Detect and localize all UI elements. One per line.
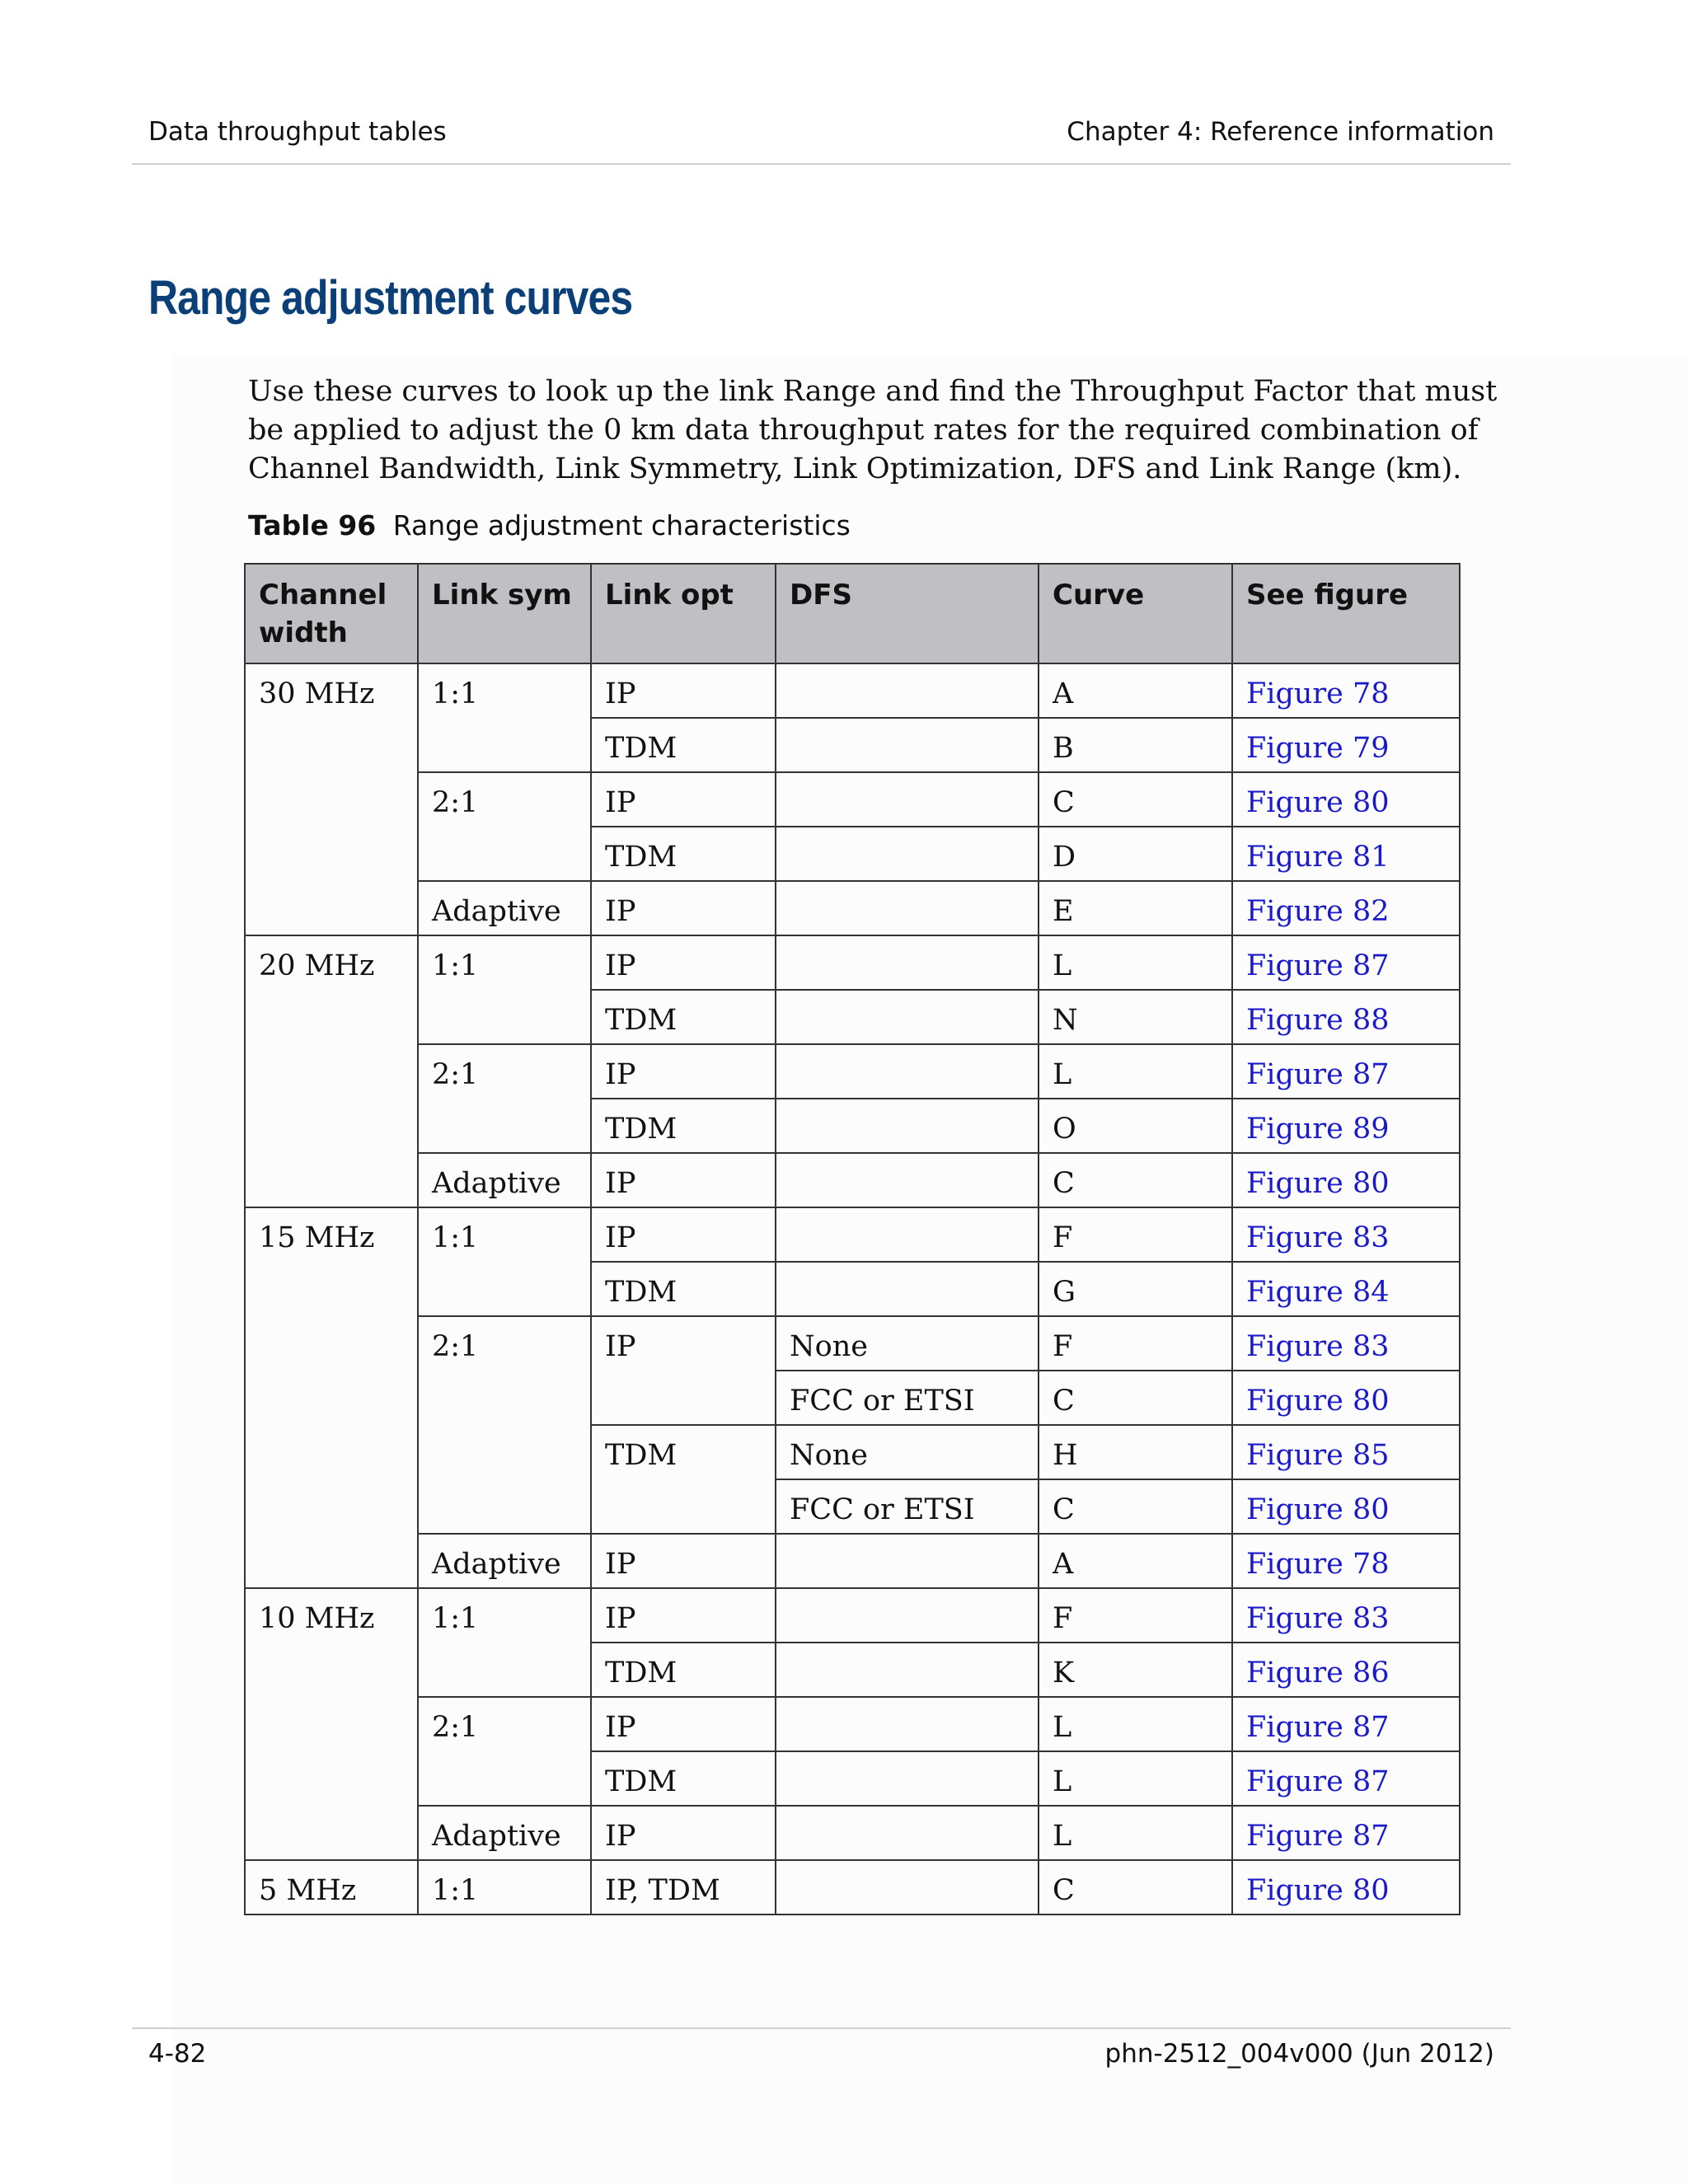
dfs-cell bbox=[776, 1860, 1039, 1915]
figure-link[interactable]: Figure 82 bbox=[1232, 881, 1460, 935]
dfs-cell bbox=[776, 1751, 1039, 1806]
link-opt-cell: IP bbox=[591, 1207, 776, 1262]
channel-width-cell: 15 MHz bbox=[245, 1207, 418, 1588]
table-row bbox=[245, 1207, 1460, 1262]
dfs-cell bbox=[776, 1588, 1039, 1643]
curve-cell: C bbox=[1039, 1153, 1232, 1207]
link-opt-cell: TDM bbox=[591, 1425, 776, 1534]
col-header-curve: Curve bbox=[1039, 564, 1232, 663]
figure-link[interactable]: Figure 87 bbox=[1232, 1044, 1460, 1099]
link-opt-cell: TDM bbox=[591, 990, 776, 1044]
link-opt-cell: TDM bbox=[591, 827, 776, 881]
running-footer bbox=[132, 2027, 1511, 2069]
dfs-cell bbox=[776, 1806, 1039, 1860]
table-row bbox=[245, 1588, 1460, 1643]
link-opt-cell: IP bbox=[591, 935, 776, 990]
figure-link[interactable]: Figure 78 bbox=[1232, 1534, 1460, 1588]
figure-link[interactable]: Figure 89 bbox=[1232, 1099, 1460, 1153]
link-opt-cell: TDM bbox=[591, 1751, 776, 1806]
curve-cell: C bbox=[1039, 1371, 1232, 1425]
dfs-cell bbox=[776, 663, 1039, 718]
link-opt-cell: TDM bbox=[591, 1643, 776, 1697]
figure-link[interactable]: Figure 80 bbox=[1232, 772, 1460, 827]
table-row bbox=[245, 1534, 1460, 1588]
dfs-cell bbox=[776, 1153, 1039, 1207]
link-opt-cell: IP bbox=[591, 881, 776, 935]
link-sym-cell: 2:1 bbox=[418, 772, 591, 881]
figure-link[interactable]: Figure 80 bbox=[1232, 1860, 1460, 1915]
link-opt-cell: IP bbox=[591, 1534, 776, 1588]
figure-link[interactable]: Figure 83 bbox=[1232, 1316, 1460, 1371]
table-row bbox=[245, 881, 1460, 935]
page-title: Range adjustment curves bbox=[148, 271, 633, 325]
table-row bbox=[245, 1044, 1460, 1099]
table-row bbox=[245, 935, 1460, 990]
link-opt-cell: IP bbox=[591, 1316, 776, 1425]
header-section: Data throughput tables bbox=[148, 117, 447, 147]
curve-cell: F bbox=[1039, 1316, 1232, 1371]
link-opt-cell: TDM bbox=[591, 1262, 776, 1316]
link-sym-cell: 1:1 bbox=[418, 1860, 591, 1915]
link-sym-cell: 1:1 bbox=[418, 935, 591, 1044]
dfs-cell bbox=[776, 772, 1039, 827]
curve-cell: C bbox=[1039, 772, 1232, 827]
curve-cell: O bbox=[1039, 1099, 1232, 1153]
table-caption-text: Range adjustment characteristics bbox=[392, 509, 851, 541]
table-row bbox=[245, 1860, 1460, 1915]
curve-cell: L bbox=[1039, 1697, 1232, 1751]
col-header-link-opt: Link opt bbox=[591, 564, 776, 663]
curve-cell: F bbox=[1039, 1588, 1232, 1643]
channel-width-cell: 30 MHz bbox=[245, 663, 418, 935]
curve-cell: H bbox=[1039, 1425, 1232, 1479]
table-row bbox=[245, 772, 1460, 827]
intro-paragraph: Use these curves to look up the link Range and find the Throughput Factor that must be applied to adjust the 0 km data throughput rates for the required combination of Channel Bandwidth, Link Symmetry, Link Optimization, DFS and Link Range (km). bbox=[248, 375, 1498, 485]
col-header-see-figure: See figure bbox=[1232, 564, 1460, 663]
curve-cell: E bbox=[1039, 881, 1232, 935]
link-sym-cell: 2:1 bbox=[418, 1044, 591, 1153]
link-sym-cell: Adaptive bbox=[418, 1534, 591, 1588]
figure-link[interactable]: Figure 87 bbox=[1232, 1751, 1460, 1806]
link-opt-cell: TDM bbox=[591, 1099, 776, 1153]
link-sym-cell: Adaptive bbox=[418, 881, 591, 935]
col-header-channel-width: Channel width bbox=[245, 564, 418, 663]
dfs-cell bbox=[776, 990, 1039, 1044]
col-header-dfs: DFS bbox=[776, 564, 1039, 663]
dfs-cell bbox=[776, 1534, 1039, 1588]
dfs-cell: None bbox=[776, 1425, 1039, 1479]
figure-link[interactable]: Figure 84 bbox=[1232, 1262, 1460, 1316]
link-sym-cell: 1:1 bbox=[418, 1207, 591, 1316]
figure-link[interactable]: Figure 87 bbox=[1232, 1806, 1460, 1860]
figure-link[interactable]: Figure 80 bbox=[1232, 1479, 1460, 1534]
table-header-row bbox=[245, 564, 1460, 663]
curve-cell: F bbox=[1039, 1207, 1232, 1262]
curve-cell: L bbox=[1039, 1806, 1232, 1860]
page-number: 4-82 bbox=[148, 2039, 207, 2069]
link-opt-cell: IP bbox=[591, 1806, 776, 1860]
table-row bbox=[245, 1806, 1460, 1860]
figure-link[interactable]: Figure 78 bbox=[1232, 663, 1460, 718]
dfs-cell bbox=[776, 1643, 1039, 1697]
link-opt-cell: IP bbox=[591, 772, 776, 827]
dfs-cell bbox=[776, 1099, 1039, 1153]
figure-link[interactable]: Figure 83 bbox=[1232, 1207, 1460, 1262]
link-opt-cell: IP bbox=[591, 1588, 776, 1643]
link-opt-cell: TDM bbox=[591, 718, 776, 772]
curve-cell: B bbox=[1039, 718, 1232, 772]
figure-link[interactable]: Figure 79 bbox=[1232, 718, 1460, 772]
curve-cell: L bbox=[1039, 1044, 1232, 1099]
figure-link[interactable]: Figure 88 bbox=[1232, 990, 1460, 1044]
curve-cell: L bbox=[1039, 1751, 1232, 1806]
header-chapter: Chapter 4: Reference information bbox=[1067, 117, 1494, 147]
table-caption bbox=[248, 509, 851, 541]
curve-cell: K bbox=[1039, 1643, 1232, 1697]
figure-link[interactable]: Figure 81 bbox=[1232, 827, 1460, 881]
link-opt-cell: IP bbox=[591, 1153, 776, 1207]
dfs-cell: FCC or ETSI bbox=[776, 1479, 1039, 1534]
dfs-cell: FCC or ETSI bbox=[776, 1371, 1039, 1425]
dfs-cell bbox=[776, 935, 1039, 990]
dfs-cell bbox=[776, 827, 1039, 881]
table-row bbox=[245, 663, 1460, 718]
table-row bbox=[245, 1697, 1460, 1751]
link-sym-cell: Adaptive bbox=[418, 1806, 591, 1860]
col-header-link-sym: Link sym bbox=[418, 564, 591, 663]
link-opt-cell: IP bbox=[591, 1044, 776, 1099]
link-opt-cell: IP bbox=[591, 663, 776, 718]
dfs-cell bbox=[776, 1207, 1039, 1262]
curve-cell: L bbox=[1039, 935, 1232, 990]
figure-link[interactable]: Figure 87 bbox=[1232, 1697, 1460, 1751]
figure-link[interactable]: Figure 86 bbox=[1232, 1643, 1460, 1697]
channel-width-cell: 20 MHz bbox=[245, 935, 418, 1207]
link-sym-cell: 1:1 bbox=[418, 1588, 591, 1697]
curve-cell: A bbox=[1039, 663, 1232, 718]
table-number: Table 96 bbox=[248, 509, 377, 541]
channel-width-cell: 10 MHz bbox=[245, 1588, 418, 1860]
table-row bbox=[245, 1153, 1460, 1207]
curve-cell: A bbox=[1039, 1534, 1232, 1588]
document-reference: phn-2512_004v000 (Jun 2012) bbox=[1104, 2039, 1494, 2069]
link-sym-cell: 2:1 bbox=[418, 1697, 591, 1806]
figure-link[interactable]: Figure 85 bbox=[1232, 1425, 1460, 1479]
curve-cell: N bbox=[1039, 990, 1232, 1044]
figure-link[interactable]: Figure 80 bbox=[1232, 1153, 1460, 1207]
link-sym-cell: 2:1 bbox=[418, 1316, 591, 1534]
curve-cell: D bbox=[1039, 827, 1232, 881]
curve-cell: C bbox=[1039, 1860, 1232, 1915]
dfs-cell: None bbox=[776, 1316, 1039, 1371]
range-adjustment-table bbox=[244, 563, 1461, 1915]
dfs-cell bbox=[776, 1044, 1039, 1099]
figure-link[interactable]: Figure 83 bbox=[1232, 1588, 1460, 1643]
running-header bbox=[132, 114, 1511, 165]
dfs-cell bbox=[776, 718, 1039, 772]
link-sym-cell: 1:1 bbox=[418, 663, 591, 772]
figure-link[interactable]: Figure 80 bbox=[1232, 1371, 1460, 1425]
curve-cell: C bbox=[1039, 1479, 1232, 1534]
link-sym-cell: Adaptive bbox=[418, 1153, 591, 1207]
link-opt-cell: IP, TDM bbox=[591, 1860, 776, 1915]
link-opt-cell: IP bbox=[591, 1697, 776, 1751]
channel-width-cell: 5 MHz bbox=[245, 1860, 418, 1915]
table-row bbox=[245, 1316, 1460, 1371]
figure-link[interactable]: Figure 87 bbox=[1232, 935, 1460, 990]
curve-cell: G bbox=[1039, 1262, 1232, 1316]
dfs-cell bbox=[776, 1262, 1039, 1316]
dfs-cell bbox=[776, 881, 1039, 935]
dfs-cell bbox=[776, 1697, 1039, 1751]
